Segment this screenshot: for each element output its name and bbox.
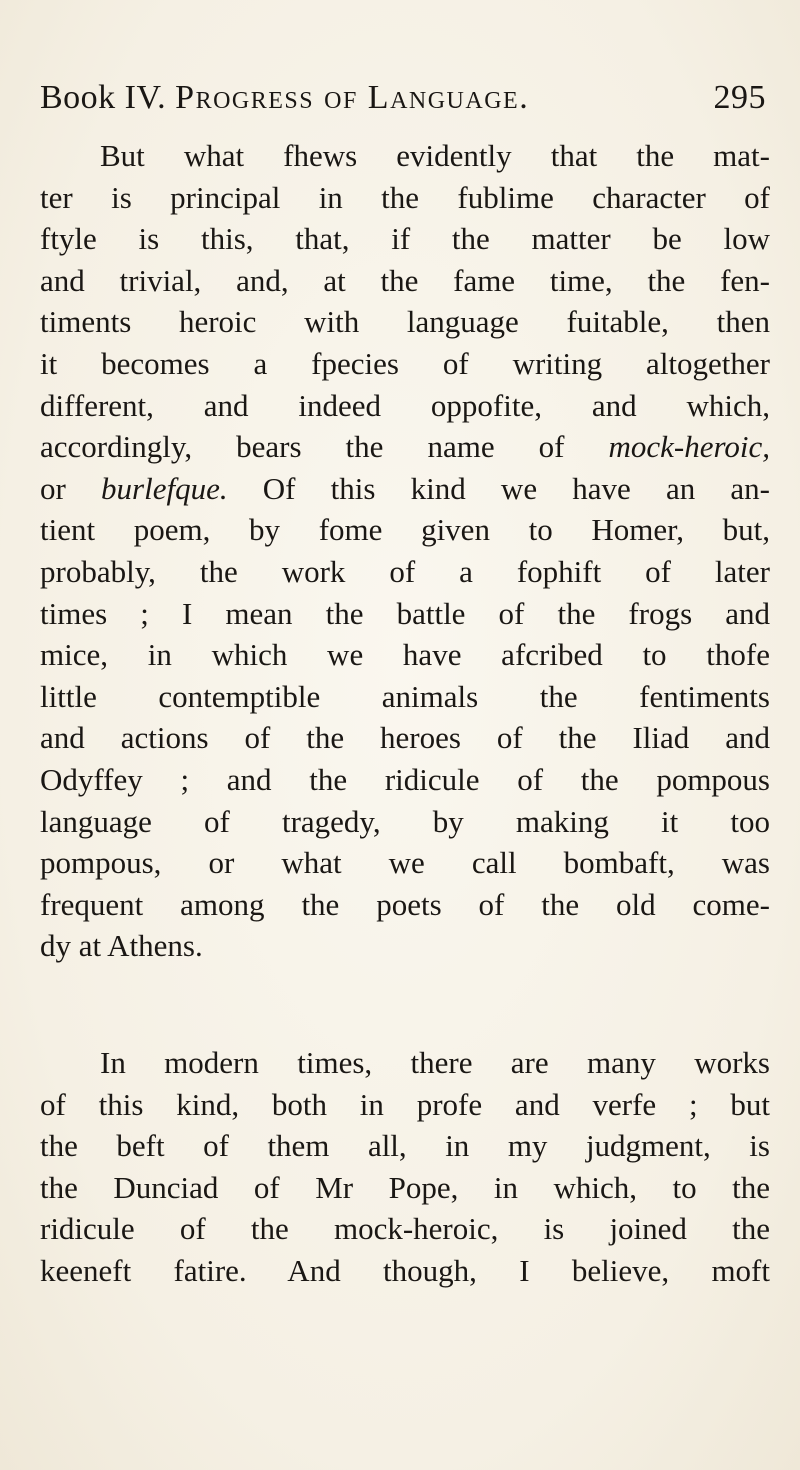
text-line: ter is principal in the fublime character of bbox=[40, 179, 770, 215]
text-line: the Dunciad of Mr Pope, in which, to the bbox=[40, 1169, 770, 1205]
text-line: Odyffey ; and the ridicule of the pompous bbox=[40, 761, 770, 797]
text-line: mice, in which we have afcribed to thofe bbox=[40, 637, 770, 673]
text-line: probably, the work of a fophift of later bbox=[40, 553, 770, 589]
text-line: or burlefque. Of this kind we have an an- bbox=[40, 470, 770, 506]
text-line: pompous, or what we call bombaft, was bbox=[40, 845, 770, 881]
text-line: But what fhews evidently that the mat- bbox=[100, 138, 770, 173]
text-line: times ; I mean the battle of the frogs and bbox=[40, 595, 770, 631]
text-line: it becomes a fpecies of writing altogether bbox=[40, 345, 770, 381]
paragraph-2 bbox=[40, 1042, 770, 1292]
text-line: ftyle is this, that, if the matter be low bbox=[40, 221, 770, 257]
running-title: Progress of Language. bbox=[175, 79, 530, 116]
book-label: Book IV. bbox=[40, 79, 167, 116]
text-line: and trivial, and, at the fame time, the fen- bbox=[40, 262, 770, 298]
text-line: accordingly, bears the name of mock-heroic, bbox=[40, 429, 771, 465]
text-line: keeneft fatire. And though, I believe, moft bbox=[40, 1252, 770, 1288]
text-line: ridicule of the mock-heroic, is joined the bbox=[40, 1211, 770, 1247]
text-line: and actions of the heroes of the Iliad and bbox=[40, 720, 770, 756]
text-line: little contemptible animals the fentiments bbox=[40, 678, 770, 714]
running-header bbox=[40, 74, 766, 122]
text-line: the beft of them all, in my judgment, is bbox=[40, 1128, 770, 1164]
text-line: tient poem, by fome given to Homer, but, bbox=[40, 512, 770, 548]
text-line: of this kind, both in profe and verfe ; but bbox=[40, 1086, 770, 1122]
text-line: In modern times, there are many works bbox=[100, 1045, 770, 1080]
italic-term: mock-heroic, bbox=[608, 429, 771, 465]
italic-term: burlefque. bbox=[101, 470, 228, 506]
text-line: timents heroic with language fuitable, then bbox=[40, 304, 770, 340]
text-line: frequent among the poets of the old come- bbox=[40, 886, 770, 922]
text-line: different, and indeed oppofite, and which, bbox=[40, 387, 770, 423]
paragraph-1 bbox=[40, 135, 770, 967]
text-line: language of tragedy, by making it too bbox=[40, 803, 770, 839]
page-number: 295 bbox=[713, 79, 766, 116]
text-line: dy at Athens. bbox=[40, 928, 203, 964]
